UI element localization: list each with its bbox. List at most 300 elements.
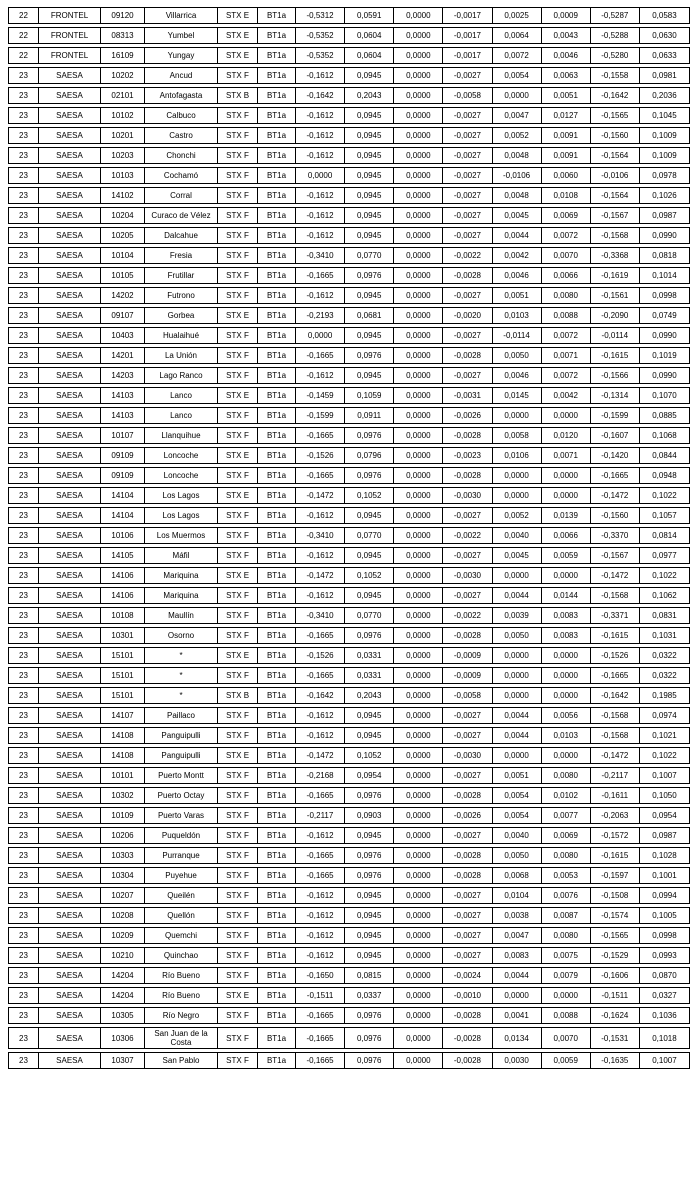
concession-number-cell: 23 xyxy=(9,628,39,643)
value-cell: 0,0103 xyxy=(542,728,591,743)
company-cell: SAESA xyxy=(39,728,101,743)
table-row xyxy=(8,27,690,44)
value-cell: -0,3410 xyxy=(296,248,345,263)
value-cell: 0,0044 xyxy=(493,588,542,603)
concession-number-cell: 23 xyxy=(9,1053,39,1068)
company-cell: SAESA xyxy=(39,108,101,123)
value-cell: -0,0028 xyxy=(443,348,492,363)
table-row xyxy=(8,967,690,984)
value-cell: 0,0056 xyxy=(542,708,591,723)
commune-name-cell: Río Bueno xyxy=(145,968,218,983)
value-cell: -0,0030 xyxy=(443,748,492,763)
tariff-cell: BT1a xyxy=(258,288,296,303)
value-cell: -0,0027 xyxy=(443,908,492,923)
concession-number-cell: 23 xyxy=(9,608,39,623)
table-row xyxy=(8,947,690,964)
value-cell: 0,0978 xyxy=(652,171,677,180)
value-cell: -0,1612 xyxy=(296,128,345,143)
value-cell: -0,1665 xyxy=(296,428,345,443)
value-cell: 0,0945 xyxy=(345,148,394,163)
value-cell: 0,0103 xyxy=(493,308,542,323)
tariff-cell: BT1a xyxy=(258,608,296,623)
company-cell: SAESA xyxy=(39,788,101,803)
commune-code-cell: 10206 xyxy=(101,828,145,843)
concession-number-cell: 23 xyxy=(9,828,39,843)
segment-cell: STX F xyxy=(218,428,258,443)
value-cell: -0,1560 xyxy=(591,128,640,143)
value-cell: 0,1014 xyxy=(652,271,677,280)
company-cell: SAESA xyxy=(39,408,101,423)
value-cell: 0,0945 xyxy=(345,128,394,143)
tariff-cell: BT1a xyxy=(258,388,296,403)
value-cell: -0,5312 xyxy=(296,8,345,23)
company-cell: SAESA xyxy=(39,928,101,943)
value-cell: 0,0000 xyxy=(394,868,443,883)
commune-name-cell: Castro xyxy=(145,128,218,143)
concession-number-cell: 23 xyxy=(9,968,39,983)
value-cell: 0,0091 xyxy=(542,128,591,143)
value-cell: 0,0000 xyxy=(394,888,443,903)
value-cell: -0,1597 xyxy=(591,868,640,883)
value-cell: -0,1612 xyxy=(296,188,345,203)
value-cell: 0,1019 xyxy=(652,351,677,360)
value-cell: -0,1615 xyxy=(591,348,640,363)
tariff-table xyxy=(8,7,690,1069)
value-cell: 0,0000 xyxy=(394,608,443,623)
commune-name-cell: Mariquina xyxy=(145,588,218,603)
value-cell: 0,0591 xyxy=(345,8,394,23)
value-cell: -0,1568 xyxy=(591,228,640,243)
value-cell: 0,0987 xyxy=(652,211,677,220)
value-cell: 0,0831 xyxy=(652,611,677,620)
value-cell: -0,0027 xyxy=(443,188,492,203)
value-cell: -0,2090 xyxy=(591,308,640,323)
concession-number-cell: 23 xyxy=(9,68,39,83)
tariff-cell: BT1a xyxy=(258,728,296,743)
segment-cell: STX E xyxy=(218,568,258,583)
value-cell: -0,0028 xyxy=(443,1028,492,1048)
commune-code-cell: 10207 xyxy=(101,888,145,903)
commune-code-cell: 10301 xyxy=(101,628,145,643)
value-cell: 0,0815 xyxy=(345,968,394,983)
value-cell: 0,0633 xyxy=(652,51,677,60)
tariff-cell: BT1a xyxy=(258,88,296,103)
value-cell: 0,0954 xyxy=(345,768,394,783)
concession-number-cell: 23 xyxy=(9,648,39,663)
table-row xyxy=(8,927,690,944)
value-cell: -0,1665 xyxy=(296,848,345,863)
segment-cell: STX F xyxy=(218,68,258,83)
commune-name-cell: Llanquihue xyxy=(145,428,218,443)
value-cell: 0,0604 xyxy=(345,48,394,63)
concession-number-cell: 23 xyxy=(9,768,39,783)
concession-number-cell: 23 xyxy=(9,448,39,463)
commune-code-cell: 10208 xyxy=(101,908,145,923)
value-cell: 0,0052 xyxy=(493,508,542,523)
value-cell: 0,0088 xyxy=(542,308,591,323)
value-cell: 0,0054 xyxy=(493,808,542,823)
concession-number-cell: 23 xyxy=(9,308,39,323)
commune-code-cell: 10201 xyxy=(101,128,145,143)
commune-code-cell: 02101 xyxy=(101,88,145,103)
concession-number-cell: 23 xyxy=(9,168,39,183)
value-cell: 0,0000 xyxy=(493,488,542,503)
concession-number-cell: 23 xyxy=(9,548,39,563)
value-cell: -0,3368 xyxy=(591,248,640,263)
value-cell: -0,5352 xyxy=(296,28,345,43)
value-cell: -0,1665 xyxy=(296,268,345,283)
commune-name-cell: Puqueldón xyxy=(145,828,218,843)
table-row xyxy=(8,987,690,1004)
commune-code-cell: 10203 xyxy=(101,148,145,163)
company-cell: SAESA xyxy=(39,128,101,143)
tariff-cell: BT1a xyxy=(258,508,296,523)
tariff-cell: BT1a xyxy=(258,848,296,863)
value-cell: -0,1511 xyxy=(296,988,345,1003)
value-cell: 0,0048 xyxy=(493,188,542,203)
value-cell: -0,1606 xyxy=(591,968,640,983)
value-cell: -0,1566 xyxy=(591,368,640,383)
value-cell: 0,1062 xyxy=(652,591,677,600)
commune-code-cell: 10109 xyxy=(101,808,145,823)
value-cell: -0,5288 xyxy=(591,28,640,43)
value-cell: 0,0042 xyxy=(493,248,542,263)
table-row xyxy=(8,787,690,804)
tariff-cell: BT1a xyxy=(258,888,296,903)
value-cell: 0,0046 xyxy=(493,368,542,383)
value-cell: 0,0000 xyxy=(493,688,542,703)
commune-name-cell: Calbuco xyxy=(145,108,218,123)
commune-code-cell: 15101 xyxy=(101,648,145,663)
value-cell: 0,0818 xyxy=(652,251,677,260)
value-cell: -0,0027 xyxy=(443,68,492,83)
commune-name-cell: Frutillar xyxy=(145,268,218,283)
commune-name-cell: Loncoche xyxy=(145,468,218,483)
value-cell: 0,2043 xyxy=(345,88,394,103)
segment-cell: STX F xyxy=(218,1008,258,1023)
concession-number-cell: 23 xyxy=(9,808,39,823)
commune-code-cell: 08313 xyxy=(101,28,145,43)
commune-name-cell: Purranque xyxy=(145,848,218,863)
commune-code-cell: 14105 xyxy=(101,548,145,563)
company-cell: SAESA xyxy=(39,508,101,523)
value-cell: 0,0079 xyxy=(542,968,591,983)
value-cell: 0,1009 xyxy=(652,151,677,160)
value-cell: -0,0028 xyxy=(443,788,492,803)
table-row xyxy=(8,467,690,484)
value-cell: 0,0976 xyxy=(345,1053,394,1068)
company-cell: SAESA xyxy=(39,648,101,663)
concession-number-cell: 23 xyxy=(9,388,39,403)
value-cell: 0,0000 xyxy=(394,948,443,963)
value-cell: -0,0028 xyxy=(443,848,492,863)
value-cell: 0,0000 xyxy=(394,768,443,783)
table-row xyxy=(8,307,690,324)
commune-code-cell: 10306 xyxy=(101,1028,145,1048)
segment-cell: STX F xyxy=(218,668,258,683)
value-cell: 0,0064 xyxy=(493,28,542,43)
commune-code-cell: 10106 xyxy=(101,528,145,543)
value-cell: 0,0047 xyxy=(493,928,542,943)
value-cell: 0,0088 xyxy=(542,1008,591,1023)
segment-cell: STX F xyxy=(218,888,258,903)
value-cell: -0,1564 xyxy=(591,188,640,203)
concession-number-cell: 23 xyxy=(9,888,39,903)
value-cell: 0,0903 xyxy=(345,808,394,823)
table-row xyxy=(8,667,690,684)
table-row xyxy=(8,907,690,924)
value-cell: -0,3410 xyxy=(296,608,345,623)
value-cell: 0,0000 xyxy=(296,328,345,343)
value-cell: 0,0000 xyxy=(394,648,443,663)
tariff-cell: BT1a xyxy=(258,448,296,463)
value-cell: -0,0027 xyxy=(443,768,492,783)
value-cell: -0,0027 xyxy=(443,828,492,843)
table-row xyxy=(8,187,690,204)
concession-number-cell: 22 xyxy=(9,28,39,43)
value-cell: 0,0038 xyxy=(493,908,542,923)
value-cell: 0,0120 xyxy=(542,428,591,443)
tariff-cell: BT1a xyxy=(258,788,296,803)
table-row xyxy=(8,767,690,784)
commune-code-cell: 10403 xyxy=(101,328,145,343)
commune-code-cell: 10107 xyxy=(101,428,145,443)
commune-name-cell: San Pablo xyxy=(145,1053,218,1068)
commune-code-cell: 10103 xyxy=(101,168,145,183)
value-cell: 0,0945 xyxy=(345,168,394,183)
value-cell: 0,0046 xyxy=(542,48,591,63)
value-cell: -0,0027 xyxy=(443,288,492,303)
value-cell: 0,0000 xyxy=(394,668,443,683)
value-cell: 0,0069 xyxy=(542,828,591,843)
commune-code-cell: 10307 xyxy=(101,1053,145,1068)
value-cell: 0,0976 xyxy=(345,628,394,643)
table-row xyxy=(8,847,690,864)
concession-number-cell: 23 xyxy=(9,508,39,523)
value-cell: -0,1420 xyxy=(591,448,640,463)
company-cell: SAESA xyxy=(39,628,101,643)
value-cell: 0,1057 xyxy=(652,511,677,520)
value-cell: 0,0063 xyxy=(542,68,591,83)
value-cell: -0,2117 xyxy=(591,768,640,783)
commune-name-cell: * xyxy=(145,688,218,703)
value-cell: 0,0030 xyxy=(493,1053,542,1068)
value-cell: 0,0080 xyxy=(542,848,591,863)
commune-name-cell: Gorbea xyxy=(145,308,218,323)
value-cell: 0,0059 xyxy=(542,1053,591,1068)
value-cell: 0,1007 xyxy=(652,1056,677,1065)
value-cell: -0,0027 xyxy=(443,228,492,243)
value-cell: -0,1665 xyxy=(296,468,345,483)
value-cell: 0,0059 xyxy=(542,548,591,563)
commune-name-cell: Mariquina xyxy=(145,568,218,583)
value-cell: -0,1612 xyxy=(296,548,345,563)
value-cell: -0,1314 xyxy=(591,388,640,403)
value-cell: 0,0054 xyxy=(493,788,542,803)
value-cell: -0,1615 xyxy=(591,628,640,643)
tariff-cell: BT1a xyxy=(258,108,296,123)
value-cell: 0,0977 xyxy=(652,551,677,560)
value-cell: 0,0091 xyxy=(542,148,591,163)
table-row xyxy=(8,107,690,124)
tariff-cell: BT1a xyxy=(258,968,296,983)
concession-number-cell: 23 xyxy=(9,728,39,743)
tariff-cell: BT1a xyxy=(258,1028,296,1048)
segment-cell: STX F xyxy=(218,808,258,823)
value-cell: 0,0043 xyxy=(542,28,591,43)
value-cell: 0,0976 xyxy=(345,268,394,283)
value-cell: 0,0000 xyxy=(394,528,443,543)
value-cell: -0,0028 xyxy=(443,468,492,483)
value-cell: -0,0017 xyxy=(443,48,492,63)
value-cell: -0,1665 xyxy=(296,1008,345,1023)
concession-number-cell: 23 xyxy=(9,848,39,863)
segment-cell: STX F xyxy=(218,1028,258,1048)
company-cell: SAESA xyxy=(39,288,101,303)
table-row xyxy=(8,347,690,364)
value-cell: -0,1665 xyxy=(296,788,345,803)
commune-name-cell: Cochamó xyxy=(145,168,218,183)
concession-number-cell: 22 xyxy=(9,48,39,63)
segment-cell: STX F xyxy=(218,868,258,883)
value-cell: 0,0066 xyxy=(542,268,591,283)
value-cell: 0,0000 xyxy=(493,668,542,683)
concession-number-cell: 23 xyxy=(9,928,39,943)
tariff-cell: BT1a xyxy=(258,48,296,63)
segment-cell: STX F xyxy=(218,588,258,603)
value-cell: 0,0000 xyxy=(394,88,443,103)
table-row xyxy=(8,627,690,644)
commune-code-cell: 14106 xyxy=(101,588,145,603)
value-cell: -0,2063 xyxy=(591,808,640,823)
segment-cell: STX F xyxy=(218,208,258,223)
segment-cell: STX F xyxy=(218,228,258,243)
value-cell: 0,0993 xyxy=(652,951,677,960)
concession-number-cell: 23 xyxy=(9,408,39,423)
value-cell: 0,0000 xyxy=(296,168,345,183)
value-cell: -0,1565 xyxy=(591,928,640,943)
value-cell: -0,1526 xyxy=(296,448,345,463)
segment-cell: STX E xyxy=(218,448,258,463)
tariff-cell: BT1a xyxy=(258,748,296,763)
value-cell: -0,0027 xyxy=(443,328,492,343)
tariff-cell: BT1a xyxy=(258,908,296,923)
value-cell: -0,1472 xyxy=(591,488,640,503)
commune-code-cell: 10304 xyxy=(101,868,145,883)
segment-cell: STX F xyxy=(218,828,258,843)
segment-cell: STX F xyxy=(218,128,258,143)
segment-cell: STX F xyxy=(218,948,258,963)
tariff-cell: BT1a xyxy=(258,648,296,663)
value-cell: 0,0068 xyxy=(493,868,542,883)
commune-name-cell: Chonchi xyxy=(145,148,218,163)
concession-number-cell: 23 xyxy=(9,248,39,263)
value-cell: 0,0050 xyxy=(493,848,542,863)
value-cell: 0,0990 xyxy=(652,331,677,340)
table-row xyxy=(8,707,690,724)
value-cell: 0,0000 xyxy=(394,728,443,743)
commune-code-cell: 09120 xyxy=(101,8,145,23)
value-cell: 0,0000 xyxy=(394,688,443,703)
commune-name-cell: Quemchi xyxy=(145,928,218,943)
commune-name-cell: * xyxy=(145,668,218,683)
commune-name-cell: Puerto Varas xyxy=(145,808,218,823)
commune-name-cell: Puerto Montt xyxy=(145,768,218,783)
table-row xyxy=(8,587,690,604)
tariff-cell: BT1a xyxy=(258,948,296,963)
value-cell: -0,1612 xyxy=(296,508,345,523)
value-cell: -0,0022 xyxy=(443,528,492,543)
commune-name-cell: Fresia xyxy=(145,248,218,263)
value-cell: -0,1665 xyxy=(296,1053,345,1068)
value-cell: 0,0000 xyxy=(394,628,443,643)
value-cell: 0,1052 xyxy=(345,568,394,583)
value-cell: -0,1612 xyxy=(296,68,345,83)
value-cell: -0,2168 xyxy=(296,768,345,783)
value-cell: 0,0000 xyxy=(394,168,443,183)
value-cell: 0,0045 xyxy=(493,208,542,223)
segment-cell: STX F xyxy=(218,848,258,863)
value-cell: 0,0071 xyxy=(542,448,591,463)
value-cell: 0,0050 xyxy=(493,628,542,643)
value-cell: 0,0976 xyxy=(345,848,394,863)
concession-number-cell: 23 xyxy=(9,668,39,683)
value-cell: 0,1070 xyxy=(652,391,677,400)
tariff-cell: BT1a xyxy=(258,128,296,143)
commune-name-cell: Puerto Octay xyxy=(145,788,218,803)
value-cell: 0,0041 xyxy=(493,1008,542,1023)
value-cell: -0,0009 xyxy=(443,668,492,683)
value-cell: 0,0000 xyxy=(394,488,443,503)
commune-code-cell: 14201 xyxy=(101,348,145,363)
company-cell: FRONTEL xyxy=(39,48,101,63)
tariff-cell: BT1a xyxy=(258,668,296,683)
value-cell: 0,1007 xyxy=(652,771,677,780)
commune-code-cell: 10105 xyxy=(101,268,145,283)
value-cell: -0,0027 xyxy=(443,128,492,143)
value-cell: 0,1022 xyxy=(652,491,677,500)
commune-name-cell: Hualaihué xyxy=(145,328,218,343)
value-cell: 0,0749 xyxy=(652,311,677,320)
value-cell: 0,0844 xyxy=(652,451,677,460)
table-row xyxy=(8,487,690,504)
value-cell: -0,0027 xyxy=(443,708,492,723)
value-cell: 0,0770 xyxy=(345,528,394,543)
value-cell: 0,0071 xyxy=(542,348,591,363)
tariff-cell: BT1a xyxy=(258,488,296,503)
commune-name-cell: Máfil xyxy=(145,548,218,563)
value-cell: 0,0040 xyxy=(493,828,542,843)
value-cell: 0,0885 xyxy=(652,411,677,420)
value-cell: -0,0027 xyxy=(443,948,492,963)
value-cell: -0,1612 xyxy=(296,288,345,303)
company-cell: SAESA xyxy=(39,448,101,463)
value-cell: -0,1561 xyxy=(591,288,640,303)
value-cell: -0,0031 xyxy=(443,388,492,403)
table-row xyxy=(8,1052,690,1069)
value-cell: -0,0026 xyxy=(443,808,492,823)
concession-number-cell: 23 xyxy=(9,568,39,583)
commune-name-cell: Río Negro xyxy=(145,1008,218,1023)
value-cell: -0,1665 xyxy=(591,468,640,483)
commune-name-cell: Antofagasta xyxy=(145,88,218,103)
value-cell: 0,0075 xyxy=(542,948,591,963)
tariff-cell: BT1a xyxy=(258,348,296,363)
value-cell: 0,0000 xyxy=(493,468,542,483)
value-cell: -0,0017 xyxy=(443,28,492,43)
commune-name-cell: San Juan de la Costa xyxy=(145,1028,218,1048)
value-cell: 0,0072 xyxy=(493,48,542,63)
